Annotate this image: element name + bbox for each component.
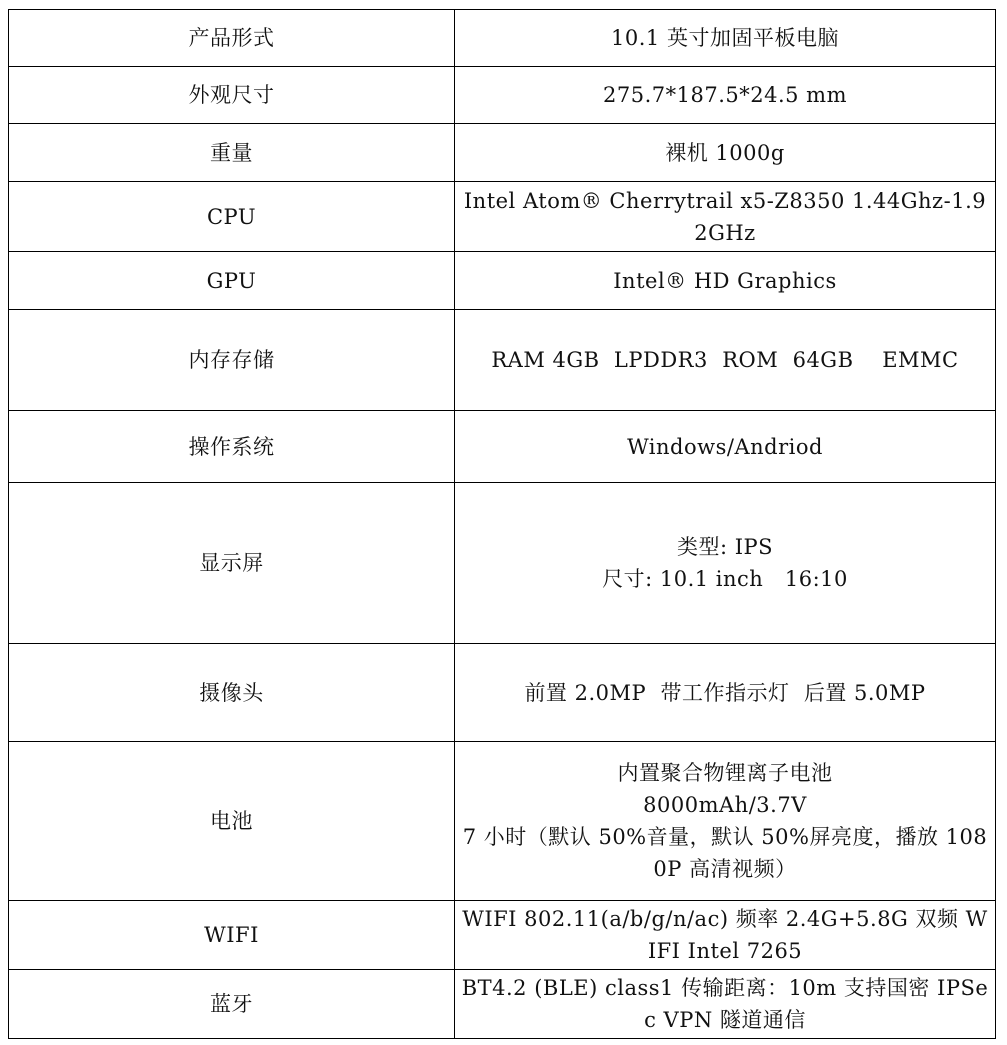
value-line: 7 小时（默认 50%音量，默认 50%屏亮度，播放 1080P 高清视频） — [462, 825, 988, 881]
row-value — [455, 644, 996, 742]
row-label: 外观尺寸 — [9, 67, 455, 124]
value-line: 8000mAh/3.7V — [643, 793, 807, 817]
row-value — [455, 742, 996, 901]
table-row — [9, 67, 996, 124]
value-line: Intel Atom® Cherrytrail x5-Z8350 1.44Ghz-1.92GHz — [463, 188, 987, 245]
row-label: 内存存储 — [9, 310, 455, 411]
table-row — [9, 124, 996, 182]
value-line: 275.7*187.5*24.5 mm — [603, 83, 847, 107]
row-value — [455, 901, 996, 970]
value-line: 尺寸: 10.1 inch 16:10 — [602, 567, 848, 591]
row-label: 电池 — [9, 742, 455, 901]
table-row — [9, 411, 996, 483]
row-value — [455, 124, 996, 182]
row-label: 操作系统 — [9, 411, 455, 483]
row-label: CPU — [9, 182, 455, 252]
row-label: 蓝牙 — [9, 970, 455, 1039]
table-row — [9, 182, 996, 252]
value-line: 裸机 1000g — [665, 140, 785, 165]
row-value — [455, 252, 996, 310]
table-row — [9, 310, 996, 411]
row-value — [455, 483, 996, 644]
table-row — [9, 252, 996, 310]
table-row — [9, 901, 996, 970]
table-row — [9, 742, 996, 901]
table-row — [9, 10, 996, 67]
row-value — [455, 970, 996, 1039]
spec-table — [8, 9, 996, 1039]
value-line: BT4.2 (BLE) class1 传输距离：10m 支持国密 IPSec VPN 隧道通信 — [461, 976, 989, 1032]
row-value — [455, 182, 996, 252]
value-line: 10.1 英寸加固平板电脑 — [611, 26, 839, 50]
row-label: 显示屏 — [9, 483, 455, 644]
table-row — [9, 644, 996, 742]
row-label: 摄像头 — [9, 644, 455, 742]
value-line: 内置聚合物锂离子电池 — [617, 761, 833, 785]
row-value — [455, 10, 996, 67]
row-value — [455, 411, 996, 483]
value-line: 前置 2.0MP 带工作指示灯 后置 5.0MP — [524, 680, 926, 705]
value-line: WIFI 802.11(a/b/g/n/ac) 频率 2.4G+5.8G 双频 WIFI Intel 7265 — [462, 907, 988, 963]
table-row — [9, 483, 996, 644]
value-line: RAM 4GB LPDDR3 ROM 64GB EMMC — [491, 348, 959, 372]
row-label: 重量 — [9, 124, 455, 182]
value-line: 类型: IPS — [676, 535, 774, 559]
value-line: Intel® HD Graphics — [613, 268, 837, 293]
value-line: Windows/Andriod — [627, 434, 823, 459]
row-value — [455, 67, 996, 124]
row-label: 产品形式 — [9, 10, 455, 67]
row-label: GPU — [9, 252, 455, 310]
table-row — [9, 970, 996, 1039]
row-value — [455, 310, 996, 411]
row-label: WIFI — [9, 901, 455, 970]
